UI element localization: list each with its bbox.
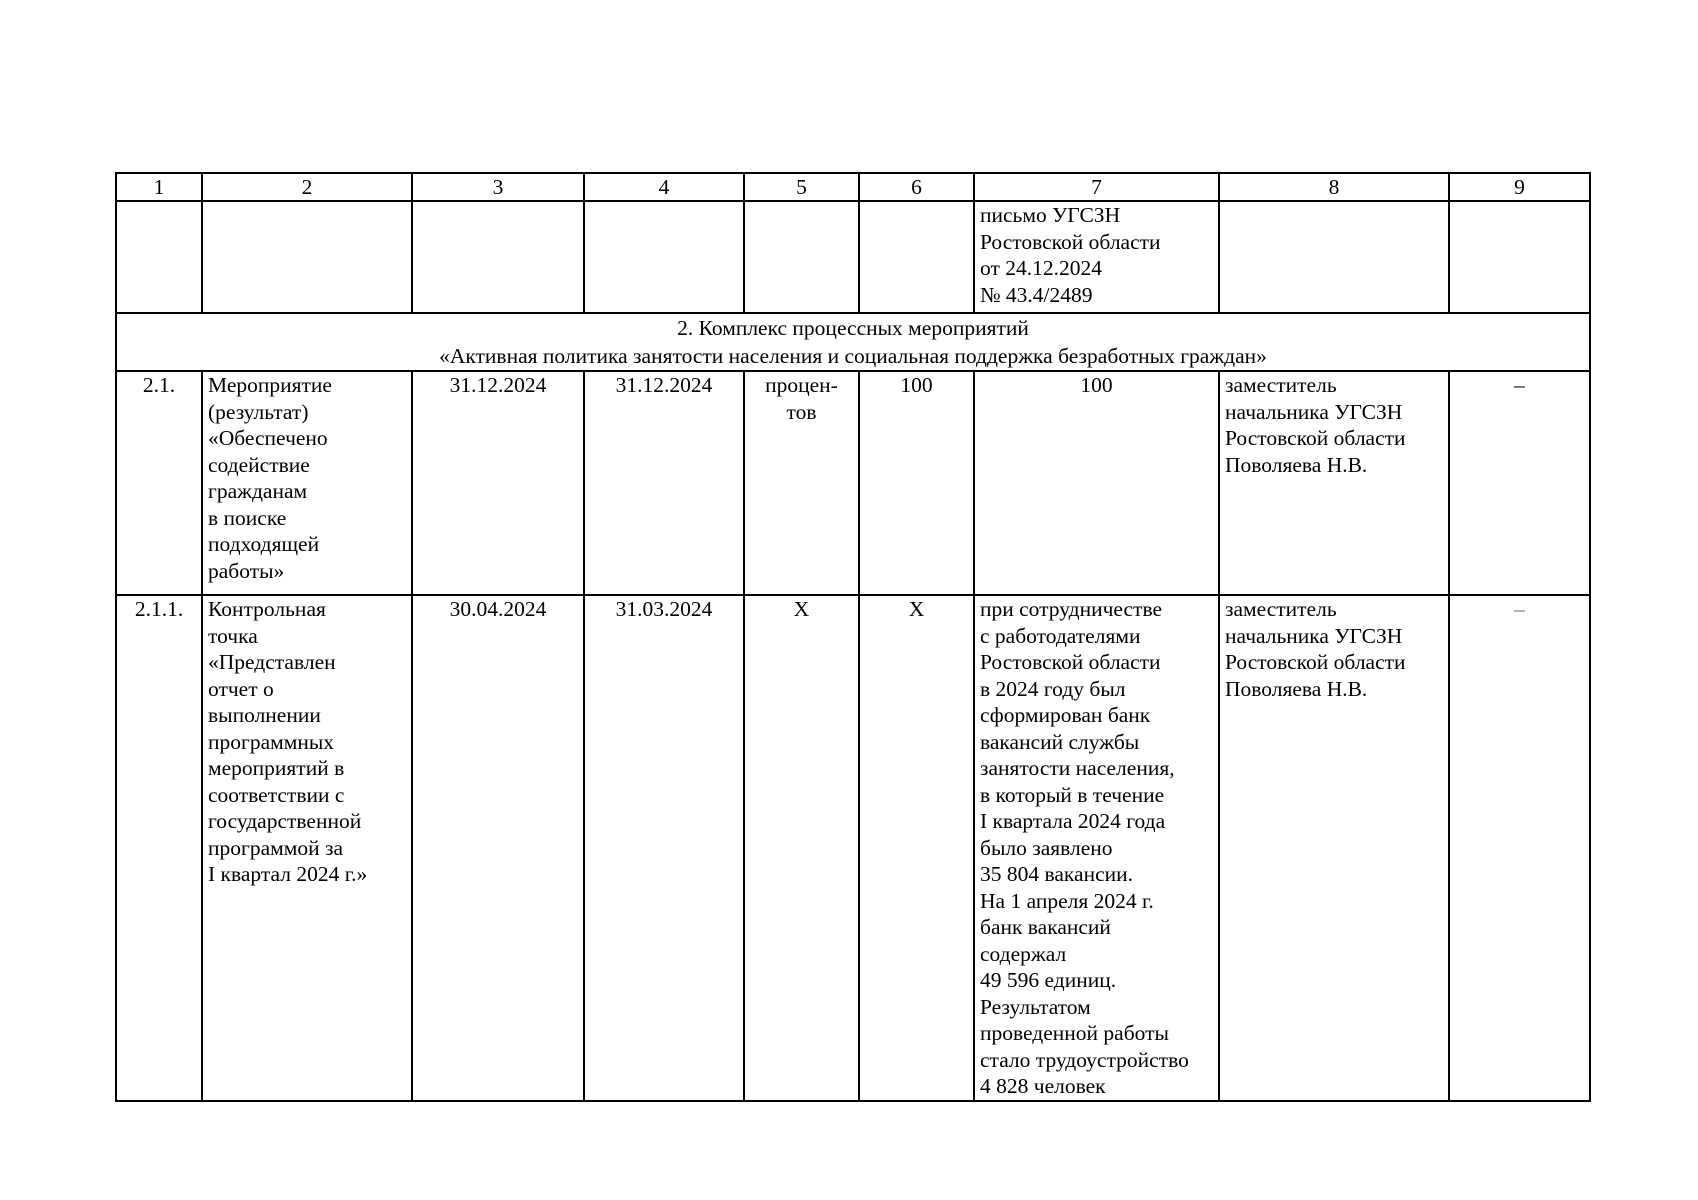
column-number: 5	[744, 173, 859, 201]
text-line: в 2024 году был	[980, 676, 1126, 701]
text-line: программой за	[208, 835, 343, 860]
text-line: Поволяева Н.В.	[1225, 452, 1368, 477]
cell-note: –	[1449, 371, 1590, 595]
text-line: процен-	[765, 373, 838, 397]
cell-value-plan: 100	[859, 371, 974, 595]
text-line: «Обеспечено	[208, 426, 328, 450]
text-line: банк вакансий	[980, 915, 1111, 939]
report-table	[115, 172, 1591, 1102]
text-line: 35 804 вакансии.	[980, 862, 1134, 886]
text-line: проведенной работы	[980, 1021, 1169, 1045]
text-line: заместитель	[1225, 597, 1337, 621]
text-line: в поиске	[208, 505, 287, 530]
cell-number: 2.1.1.	[116, 595, 202, 1101]
text-line: соответствии с	[208, 782, 345, 807]
column-number: 3	[412, 173, 584, 201]
cell-date-fact: 31.12.2024	[584, 371, 744, 595]
text-line: Мероприятие	[208, 373, 332, 397]
cell-empty	[116, 201, 202, 313]
text-line: программных	[208, 729, 335, 754]
cell-empty	[412, 201, 584, 313]
cell-empty	[584, 201, 744, 313]
column-number: 4	[584, 173, 744, 201]
text-line: I квартала 2024 года	[980, 809, 1166, 833]
text-line: 4 828 человек	[980, 1074, 1106, 1098]
table-row-continuation	[116, 201, 1590, 313]
cell-result-continuation	[974, 201, 1219, 313]
column-number: 9	[1449, 173, 1590, 201]
cell-result	[974, 595, 1219, 1101]
text-line: в который в течение	[980, 782, 1165, 807]
cell-unit	[744, 371, 859, 595]
text-line: тов	[786, 399, 817, 424]
cell-responsible	[1219, 595, 1449, 1101]
text-line: Результатом	[980, 994, 1091, 1019]
text-line: Поволяева Н.В.	[1225, 676, 1368, 701]
text-line: Ростовской области	[1225, 426, 1406, 450]
section-header-row	[116, 313, 1590, 371]
cell-note: –	[1449, 595, 1590, 1101]
cell-unit: Х	[744, 595, 859, 1101]
text-line: «Представлен	[208, 650, 336, 674]
cell-empty	[1219, 201, 1449, 313]
cell-empty	[744, 201, 859, 313]
text-line: На 1 апреля 2024 г.	[980, 888, 1154, 913]
text-line: (результат)	[208, 399, 309, 424]
text-line: стало трудоустройство	[980, 1047, 1189, 1072]
text-line: подходящей	[208, 532, 320, 556]
text-line: Ростовской области	[1225, 650, 1406, 674]
column-number: 6	[859, 173, 974, 201]
cell-name	[202, 595, 412, 1101]
text-line: начальника УГСЗН	[1225, 399, 1403, 424]
text-line: государственной	[208, 809, 362, 833]
text-line: 49 596 единиц.	[980, 968, 1117, 992]
cell-value-fact: 100	[974, 371, 1219, 595]
text-line: заместитель	[1225, 373, 1337, 397]
text-line: выполнении	[208, 703, 321, 727]
text-line: I квартал 2024 г.»	[208, 862, 368, 886]
cell-date-fact: 31.03.2024	[584, 595, 744, 1101]
text-line: с работодателями	[980, 623, 1141, 648]
table-row-2-1	[116, 371, 1590, 595]
text-line: сформирован банк	[980, 703, 1151, 727]
cell-empty	[859, 201, 974, 313]
text-line: Контрольная	[208, 597, 326, 621]
text-line: Ростовской области	[980, 229, 1161, 254]
text-line: письмо УГСЗН	[980, 203, 1121, 227]
cell-date-plan: 30.04.2024	[412, 595, 584, 1101]
cell-value: Х	[859, 595, 974, 1101]
text-line: № 43.4/2489	[980, 282, 1093, 307]
text-line: работы»	[208, 558, 285, 583]
text-line: содержал	[980, 941, 1067, 966]
text-line: гражданам	[208, 479, 308, 503]
cell-responsible	[1219, 371, 1449, 595]
column-number: 2	[202, 173, 412, 201]
cell-date-plan: 31.12.2024	[412, 371, 584, 595]
section-title	[116, 313, 1590, 371]
text-line: Ростовской области	[980, 650, 1161, 674]
text-line: начальника УГСЗН	[1225, 623, 1403, 648]
text-line: от 24.12.2024	[980, 256, 1102, 280]
cell-name	[202, 371, 412, 595]
cell-empty	[1449, 201, 1590, 313]
section-title-line1: 2. Комплекс процессных мероприятий	[677, 316, 1029, 340]
text-line: содействие	[208, 452, 310, 477]
text-line: занятости населения,	[980, 756, 1175, 780]
column-number-row	[116, 173, 1590, 201]
column-number: 8	[1219, 173, 1449, 201]
text-line: точка	[208, 623, 258, 648]
text-line: отчет о	[208, 676, 274, 701]
table-row-2-1-1	[116, 595, 1590, 1101]
column-number: 1	[116, 173, 202, 201]
text-line: было заявлено	[980, 835, 1113, 860]
text-line: вакансий службы	[980, 729, 1140, 754]
column-number: 7	[974, 173, 1219, 201]
text-line: при сотрудничестве	[980, 597, 1163, 621]
cell-empty	[202, 201, 412, 313]
text-line: мероприятий в	[208, 756, 345, 780]
cell-number: 2.1.	[116, 371, 202, 595]
section-title-line2: «Активная политика занятости населения и социальная поддержка безработных граждан»	[439, 344, 1267, 368]
